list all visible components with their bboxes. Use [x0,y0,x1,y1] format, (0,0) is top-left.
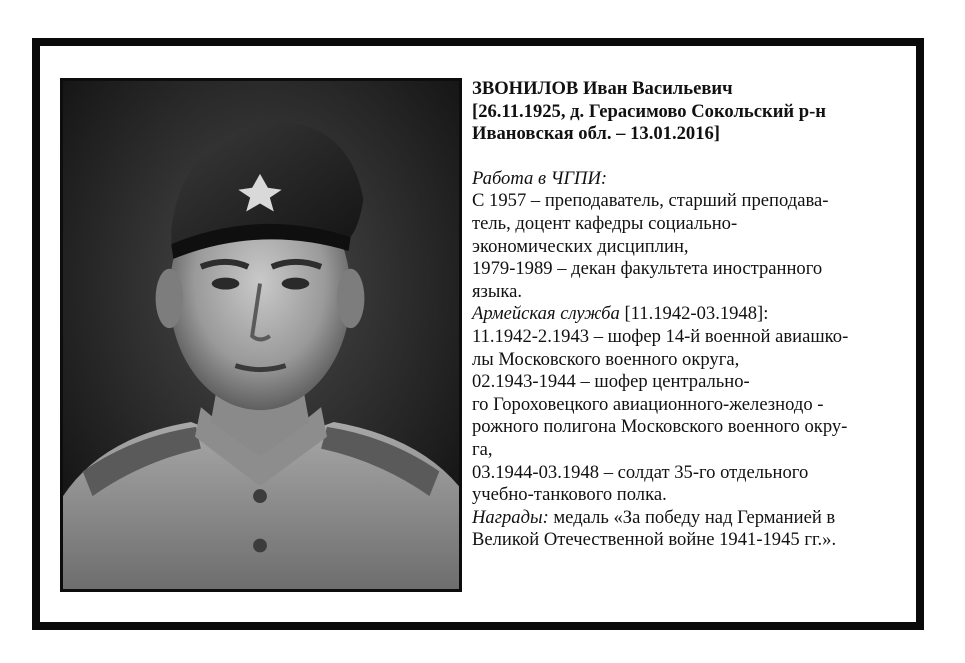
awards-heading: Награды: [472,506,549,528]
work-line: 1979-1989 – декан факультета иностранного [472,258,823,280]
army-line: 03.1944-03.1948 – солдат 35-го отдельного [472,461,809,483]
army-line: го Гороховецкого авиационного-железнодо - [472,393,824,415]
birth-info-line-2: Ивановская обл. – 13.01.2016] [472,123,720,145]
army-heading: Армейская служба [472,303,620,325]
work-line: языка. [472,280,523,302]
awards-text-1: медаль «За победу над Германией в [548,506,836,528]
army-line: га, [472,438,493,460]
awards-line-1 [472,507,912,530]
portrait-image [63,81,459,589]
army-line: 11.1942-2.1943 – шофер 14-й военной авиашко- [472,325,849,347]
army-period: [11.1942-03.1948]: [619,303,769,325]
person-name: ЗВОНИЛОВ Иван Васильевич [472,78,733,99]
soldier-portrait-photo [60,78,462,592]
awards-line-2: Великой Отечественной войне 1941-1945 гг.». [472,529,837,551]
army-line: лы Московского военного округа, [472,348,740,370]
work-heading: Работа в ЧГПИ: [472,167,608,189]
section-spacer [472,146,912,168]
army-line: рожного полигона Московского военного окру- [472,416,848,438]
army-heading-line [472,303,912,326]
army-line: 02.1943-1944 – шофер центрально- [472,371,750,393]
army-line: учебно-танкового полка. [472,484,667,506]
birth-info-line-1: [26.11.1925, д. Герасимово Сокольский р-н [472,100,827,122]
work-line: экономических дисциплин, [472,235,689,257]
work-line: С 1957 – преподаватель, старший преподава- [472,190,829,212]
work-line: тель, доцент кафедры социально- [472,212,738,234]
biography-text [472,78,912,552]
